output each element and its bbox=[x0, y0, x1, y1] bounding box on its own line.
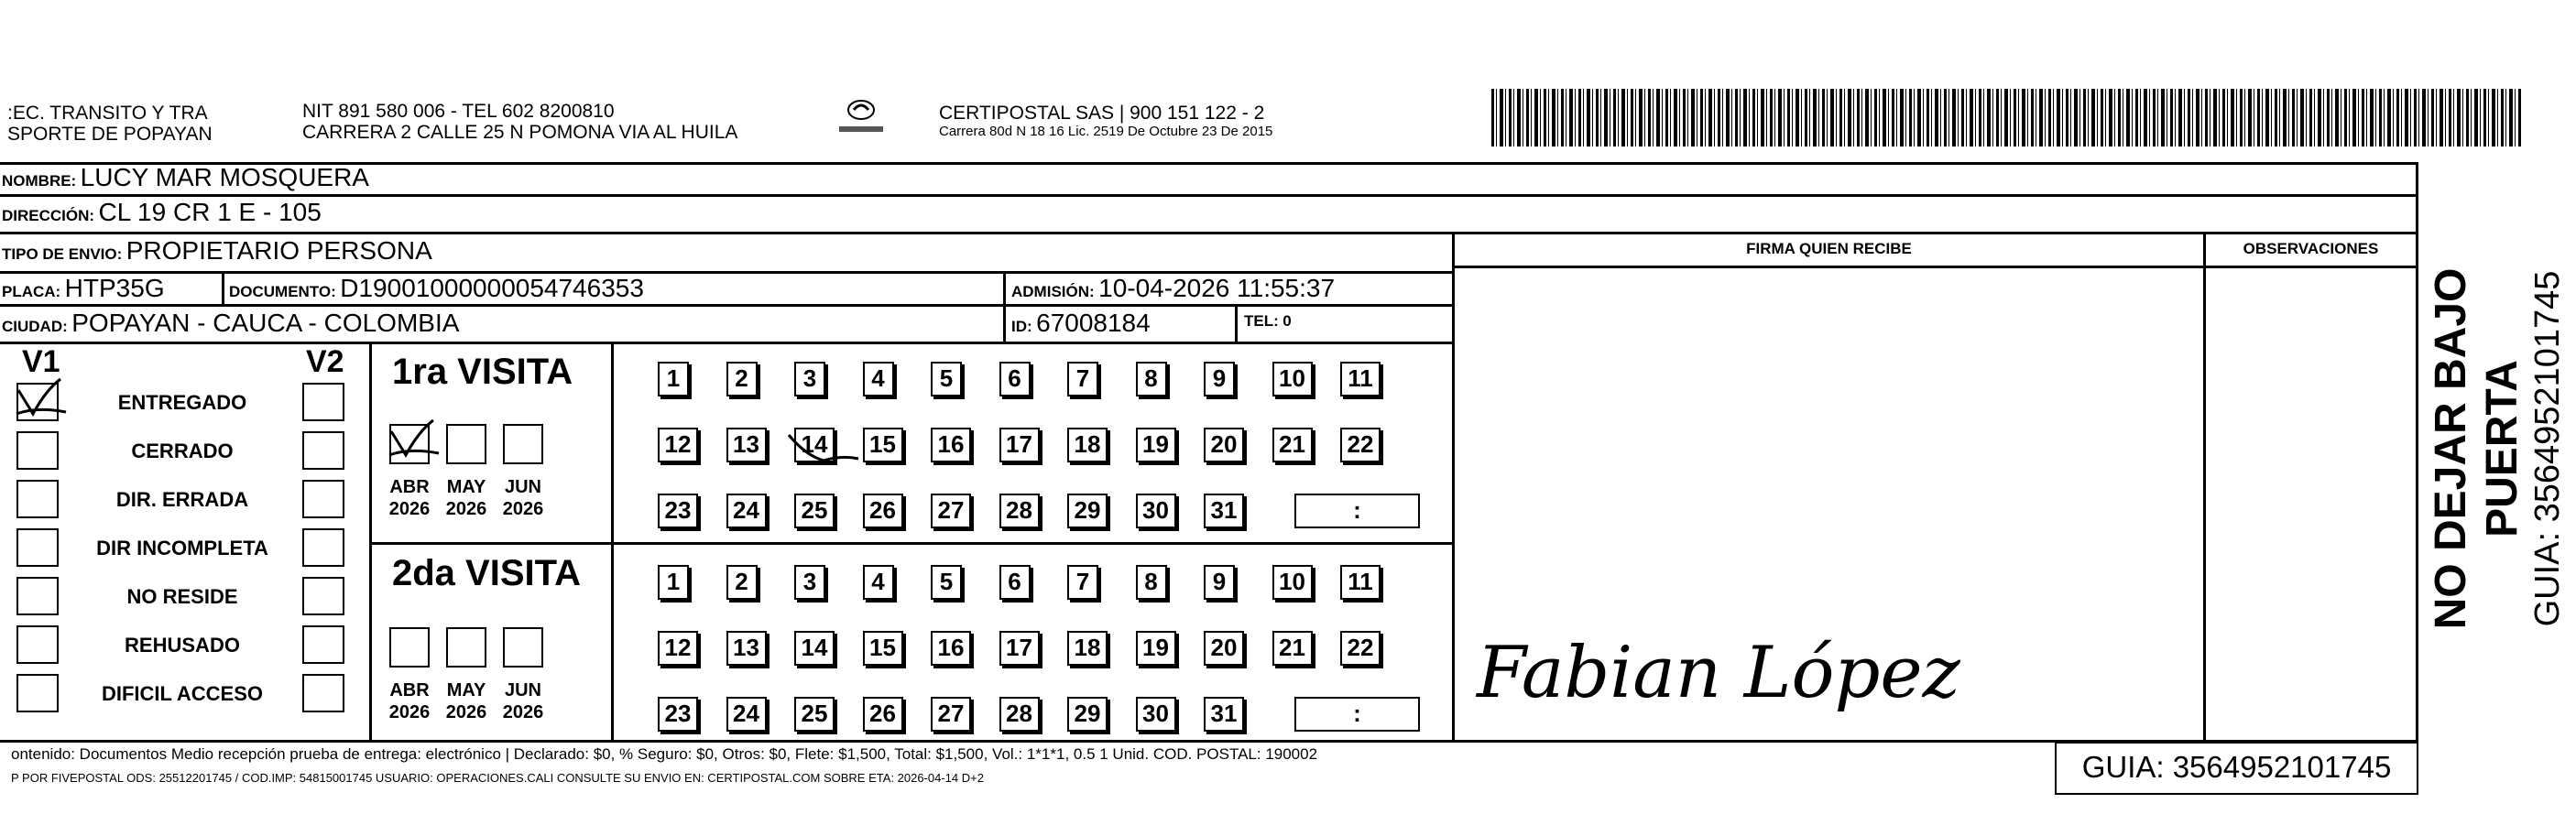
status-label: ENTREGADO bbox=[117, 391, 247, 414]
day-box[interactable]: 3 bbox=[794, 565, 825, 600]
day-box[interactable]: 28 bbox=[999, 697, 1040, 732]
year-label: 2026 bbox=[502, 499, 544, 519]
rule bbox=[222, 271, 224, 305]
rule bbox=[0, 194, 2418, 197]
day-box[interactable]: 29 bbox=[1067, 494, 1108, 528]
day-box[interactable]: 2 bbox=[726, 565, 758, 600]
v1-checkbox[interactable] bbox=[16, 674, 59, 712]
v2-checkbox[interactable] bbox=[302, 480, 344, 518]
side-block bbox=[2426, 174, 2567, 723]
day-box[interactable]: 11 bbox=[1340, 362, 1381, 396]
certipostal-block bbox=[939, 103, 1272, 140]
day-box[interactable]: 31 bbox=[1204, 697, 1244, 732]
tel-field bbox=[1244, 312, 1292, 331]
day-box[interactable]: 16 bbox=[931, 631, 971, 666]
v2-checkbox[interactable] bbox=[302, 383, 344, 421]
status-label: CERRADO bbox=[131, 440, 234, 462]
day-box[interactable]: 18 bbox=[1067, 428, 1108, 462]
observaciones-header: OBSERVACIONES bbox=[2243, 240, 2379, 257]
v1-label: V1 bbox=[22, 344, 60, 379]
day-box[interactable]: 9 bbox=[1204, 362, 1235, 396]
check-mark-icon bbox=[387, 418, 442, 461]
direccion-field bbox=[2, 198, 322, 227]
placa-field bbox=[2, 274, 165, 303]
v2-checkbox[interactable] bbox=[302, 625, 344, 664]
tipo-envio-field bbox=[2, 236, 432, 266]
day-box[interactable]: 8 bbox=[1136, 565, 1167, 600]
month-label: ABR bbox=[389, 680, 430, 700]
rule bbox=[1235, 304, 1238, 342]
year-label: 2026 bbox=[388, 702, 431, 722]
rule bbox=[0, 232, 2418, 234]
direccion-value: CL 19 CR 1 E - 105 bbox=[98, 198, 322, 226]
day-box[interactable]: 31 bbox=[1204, 494, 1244, 528]
admision-field bbox=[1011, 274, 1335, 303]
check-mark-icon bbox=[15, 377, 70, 419]
status-label: DIFICIL ACCESO bbox=[101, 682, 263, 705]
day-box[interactable]: 24 bbox=[726, 697, 767, 732]
day-box[interactable]: 17 bbox=[999, 428, 1040, 462]
year-label: 2026 bbox=[445, 702, 487, 722]
id-value: 67008184 bbox=[1036, 309, 1151, 337]
tel-label: TEL: bbox=[1244, 312, 1279, 330]
day-box[interactable]: 26 bbox=[863, 697, 903, 732]
year-label: 2026 bbox=[388, 499, 431, 519]
nit-line: NIT 891 580 006 - TEL 602 8200810 bbox=[302, 101, 615, 122]
day-box[interactable]: 28 bbox=[999, 494, 1040, 528]
documento-value: D19001000000054746353 bbox=[340, 274, 644, 302]
day-box[interactable]: 25 bbox=[794, 697, 835, 732]
day-box[interactable]: 11 bbox=[1340, 565, 1381, 600]
month-label: MAY bbox=[446, 477, 486, 497]
day-box[interactable]: 27 bbox=[931, 494, 971, 528]
day-box[interactable]: 12 bbox=[658, 631, 698, 666]
v1-checkbox[interactable] bbox=[16, 625, 59, 664]
day-check-mark-icon bbox=[787, 428, 860, 464]
rule bbox=[1452, 232, 1455, 743]
day-box[interactable]: 16 bbox=[931, 428, 971, 462]
day-box[interactable]: 23 bbox=[658, 697, 698, 732]
day-box[interactable]: 23 bbox=[658, 494, 698, 528]
day-box[interactable]: 27 bbox=[931, 697, 971, 732]
status-label: DIR. ERRADA bbox=[115, 488, 249, 511]
nit-block bbox=[302, 101, 737, 143]
day-box[interactable]: 9 bbox=[1204, 565, 1235, 600]
admision-label: ADMISIÓN: bbox=[1011, 283, 1095, 300]
rule bbox=[2416, 162, 2418, 743]
footer-system-line: P POR FIVEPOSTAL ODS: 25512201745 / COD.IMP: 54815001745 USUARIO: OPERACIONES.CALI CONSULTE SU ENVIO EN: CERTIPOSTAL.COM SOBRE ETA: 2026-04-14 D+2 bbox=[11, 771, 984, 785]
nombre-label: NOMBRE: bbox=[2, 172, 77, 190]
day-box[interactable]: 14 bbox=[794, 631, 835, 666]
signature: Fabian López bbox=[1477, 632, 1960, 714]
day-box[interactable]: 7 bbox=[1067, 565, 1098, 600]
rule bbox=[1452, 266, 2418, 268]
side-guia: GUIA: 3564952101745 bbox=[2528, 270, 2567, 627]
status-label: REHUSADO bbox=[125, 634, 240, 657]
placa-value: HTP35G bbox=[64, 274, 165, 302]
first-visit-title: 1ra VISITA bbox=[392, 352, 573, 392]
month-label: MAY bbox=[446, 680, 486, 700]
day-box[interactable]: 17 bbox=[999, 631, 1040, 666]
v1-checkbox[interactable] bbox=[16, 383, 59, 421]
day-box[interactable]: 8 bbox=[1136, 362, 1167, 396]
company-line-2: SPORTE DE POPAYAN bbox=[7, 124, 213, 145]
second-visit-title: 2da VISITA bbox=[392, 553, 581, 593]
nombre-field bbox=[2, 163, 369, 192]
rule bbox=[369, 542, 1452, 545]
month-checkbox[interactable] bbox=[503, 627, 543, 668]
footer-guia: GUIA: 3564952101745 bbox=[2081, 750, 2392, 784]
v1-checkbox[interactable] bbox=[16, 480, 59, 518]
day-box[interactable]: 13 bbox=[726, 428, 767, 462]
v1-checkbox[interactable] bbox=[16, 577, 59, 615]
certipostal-line-2: Carrera 80d N 18 16 Lic. 2519 De Octubre 23 De 2015 bbox=[939, 124, 1273, 139]
day-box[interactable]: 25 bbox=[794, 494, 835, 528]
day-box[interactable]: 22 bbox=[1340, 428, 1381, 462]
documento-field bbox=[229, 274, 644, 303]
day-box[interactable]: 1 bbox=[658, 362, 689, 396]
v2-checkbox[interactable] bbox=[302, 528, 344, 567]
day-box[interactable]: 10 bbox=[1272, 362, 1313, 396]
id-label: ID: bbox=[1011, 318, 1032, 335]
admision-value: 10-04-2026 11:55:37 bbox=[1098, 274, 1336, 302]
day-box[interactable]: 19 bbox=[1136, 428, 1176, 462]
status-label: DIR INCOMPLETA bbox=[96, 537, 268, 559]
day-box[interactable]: 7 bbox=[1067, 362, 1098, 396]
v2-label: V2 bbox=[306, 344, 344, 379]
certipostal-line-1: CERTIPOSTAL SAS | 900 151 122 - 2 bbox=[939, 103, 1265, 124]
year-label: 2026 bbox=[502, 702, 544, 722]
placa-label: PLACA: bbox=[2, 283, 61, 300]
day-box[interactable]: 1 bbox=[658, 565, 689, 600]
firma-header: FIRMA QUIEN RECIBE bbox=[1746, 240, 1912, 257]
day-box[interactable]: 12 bbox=[658, 428, 698, 462]
day-box[interactable]: 6 bbox=[999, 565, 1031, 600]
year-label: 2026 bbox=[445, 499, 487, 519]
time-box[interactable]: : bbox=[1294, 697, 1420, 732]
v1-checkbox[interactable] bbox=[16, 431, 59, 470]
barcode bbox=[1491, 89, 2523, 147]
day-box[interactable]: 20 bbox=[1204, 428, 1244, 462]
day-box[interactable]: 21 bbox=[1272, 428, 1313, 462]
day-box[interactable]: 13 bbox=[726, 631, 767, 666]
day-box[interactable]: 18 bbox=[1067, 631, 1108, 666]
day-box[interactable]: 14 bbox=[794, 428, 835, 462]
month-checkbox[interactable] bbox=[503, 424, 543, 464]
tipo-envio-label: TIPO DE ENVIO: bbox=[2, 245, 123, 263]
ciudad-label: CIUDAD: bbox=[2, 318, 68, 335]
rule bbox=[2203, 232, 2206, 743]
day-box[interactable]: 4 bbox=[863, 362, 894, 396]
address-line: CARRERA 2 CALLE 25 N POMONA VIA AL HUILA bbox=[302, 122, 738, 143]
day-box[interactable]: 22 bbox=[1340, 631, 1381, 666]
certipostal-logo-icon bbox=[834, 95, 889, 141]
day-box[interactable]: 10 bbox=[1272, 565, 1313, 600]
v1-checkbox[interactable] bbox=[16, 528, 59, 567]
day-box[interactable]: 30 bbox=[1136, 494, 1176, 528]
tipo-envio-value: PROPIETARIO PERSONA bbox=[126, 236, 432, 265]
day-box[interactable]: 6 bbox=[999, 362, 1031, 396]
rule bbox=[0, 342, 1452, 344]
guia-box bbox=[2055, 742, 2418, 795]
day-box[interactable]: 3 bbox=[794, 362, 825, 396]
day-box[interactable]: 21 bbox=[1272, 631, 1313, 666]
company-line-1: :EC. TRANSITO Y TRA bbox=[7, 103, 208, 124]
month-checkbox[interactable] bbox=[446, 627, 486, 668]
status-label: NO RESIDE bbox=[126, 585, 238, 608]
day-box[interactable]: 15 bbox=[863, 631, 903, 666]
day-box[interactable]: 5 bbox=[931, 362, 962, 396]
documento-label: DOCUMENTO: bbox=[229, 283, 336, 300]
v2-checkbox[interactable] bbox=[302, 674, 344, 712]
footer-content-line: ontenido: Documentos Medio recepción prueba de entrega: electrónico | Declarado: $0, % Seguro: $0, Otros: $0, Flete: $1,500, Total: $1,500, Vol.: 1*1*1, 0.5 1 Unid. COD. POSTAL: 190002 bbox=[11, 745, 1318, 763]
day-box[interactable]: 4 bbox=[863, 565, 894, 600]
month-checkbox[interactable] bbox=[446, 424, 486, 464]
day-box[interactable]: 2 bbox=[726, 362, 758, 396]
no-dejar-bajo-puerta: NO DEJAR BAJO PUERTA bbox=[2427, 267, 2527, 630]
day-box[interactable]: 24 bbox=[726, 494, 767, 528]
month-label: JUN bbox=[504, 680, 541, 700]
month-label: ABR bbox=[389, 477, 430, 497]
v2-checkbox[interactable] bbox=[302, 431, 344, 470]
tel-value: 0 bbox=[1283, 312, 1292, 330]
day-box[interactable]: 26 bbox=[863, 494, 903, 528]
day-box[interactable]: 15 bbox=[863, 428, 903, 462]
day-box[interactable]: 29 bbox=[1067, 697, 1108, 732]
month-checkbox[interactable] bbox=[389, 627, 430, 668]
day-box[interactable]: 30 bbox=[1136, 697, 1176, 732]
month-label: JUN bbox=[504, 477, 541, 497]
month-checkbox[interactable] bbox=[389, 424, 430, 464]
day-box[interactable]: 20 bbox=[1204, 631, 1244, 666]
ciudad-field bbox=[2, 309, 459, 338]
time-box[interactable]: : bbox=[1294, 494, 1420, 528]
v2-checkbox[interactable] bbox=[302, 577, 344, 615]
ciudad-value: POPAYAN - CAUCA - COLOMBIA bbox=[71, 309, 460, 337]
nombre-value: LUCY MAR MOSQUERA bbox=[80, 163, 369, 191]
day-box[interactable]: 5 bbox=[931, 565, 962, 600]
rule bbox=[1003, 271, 1006, 342]
direccion-label: DIRECCIÓN: bbox=[2, 207, 95, 224]
company-name bbox=[7, 103, 213, 145]
day-box[interactable]: 19 bbox=[1136, 631, 1176, 666]
id-field bbox=[1011, 309, 1151, 338]
